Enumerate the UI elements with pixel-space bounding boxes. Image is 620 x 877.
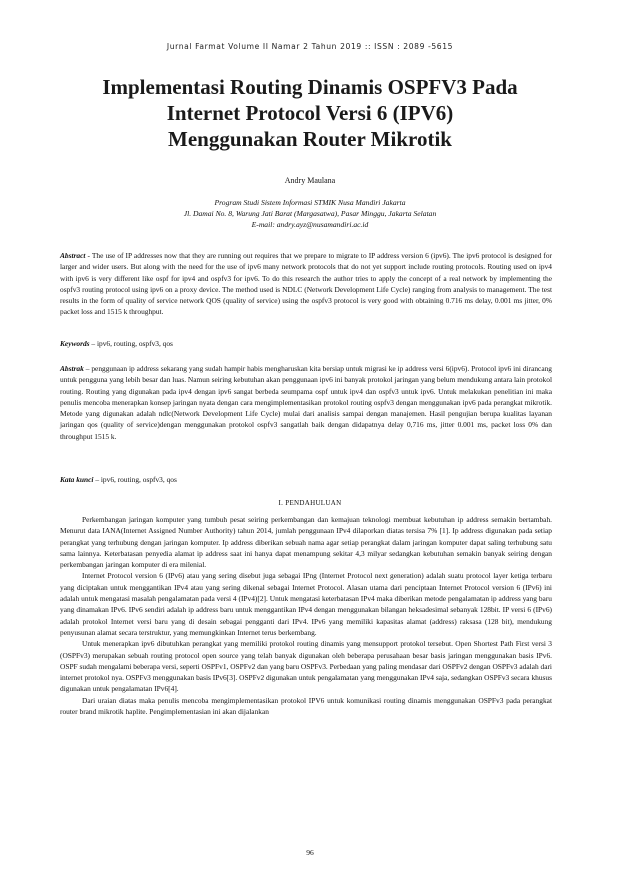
running-head: Jurnal Farmat Volume II Namar 2 Tahun 2019 :: ISSN : 2089 -5615 — [166, 42, 454, 51]
keywords-text: – ipv6, routing, ospfv3, qos — [89, 339, 173, 348]
section-heading-pendahuluan: I. PENDAHULUAN — [278, 499, 342, 507]
abstract-text: - The use of IP addresses now that they are running out requires that we prepare to migrate to IP address version 6 (ipv6). The ipv6 protocol is designed for larger and wider users. But along with the need for the use of ipv6 many network protocols that do not yet support include routing protocols. Routing used on ipv4 with ipv6 is very different like ospf for ipv4 and ospfv3 for ipv6. To do this research the author tries to apply the concept of a real network by implementing the ospfv3 routing protocol using ipv6 on a proxy device. The method used is NDLC (Network Development Life Cycle) ranging from analysis to management. The test results in the form of quality of service network QOS (quality of service) using the ospfv3 protocol is very good with obtaining 0.716 ms delay, 0.001 ms jitter, 0% packet loss and 1515 k throughput. — [60, 251, 552, 317]
keywords-indonesian — [60, 474, 552, 485]
author-email: E-mail: andry.ayz@nusamandiri.ac.id — [251, 220, 369, 229]
page-number: 96 — [306, 848, 314, 857]
affiliation-line-1: Program Studi Sistem Informasi STMIK Nusa Mandiri Jakarta — [214, 198, 406, 207]
title-line-2: Internet Protocol Versi 6 (IPV6) — [166, 101, 454, 125]
keywords-english — [60, 338, 552, 349]
kata-kunci-text: – ipv6, routing, ospfv3, qos — [93, 475, 177, 484]
abstract-english — [60, 250, 552, 318]
author-name: Andry Maulana — [284, 176, 336, 185]
abstract-label: Abstract — [60, 251, 86, 260]
abstrak-text: – penggunaan ip address sekarang yang sudah hampir habis mengharuskan kita bersiap untuk migrasi ke ip address versi 6(ipv6). Protocol ipv6 ini dirancang untuk pengguna yang lebih besar dan luas. Namun seiring kebutuhan akan penggunaan ipv6 ini banyak protokol jaringan yang belum mendukung antara lain protokol routing. Routing yang digunakan pada ipv4 dengan ipv6 sangat berbeda seumpama ospf untuk ipv4 dan ospfv3 untuk ipv6. Untuk melakukan penelitian ini maka penulis mencoba menerapkan konsep jaringan nyata dengan cara mengimplementasikan protokol routing ospfv3 dengan menggunakan ipv6 pada perangkat mikrotik. Metode yang digunakan adalah ndlc(Network Development Life Cycle) mulai dari analisis sampai dengan manajemen. Hasil pengujian berupa kualitas layanan jaringan qos (quality of service)dengan menggunakan protokol ospfv3 sangatlah baik dengan didapatnya delay 0,716 ms, jitter 0.001 ms, packet loss 0% dan throughput 1515 k. — [60, 364, 552, 441]
title-line-3: Menggunakan Router Mikrotik — [168, 127, 452, 151]
paper-title — [40, 74, 580, 152]
kata-kunci-label: Kata kunci — [60, 475, 94, 484]
keywords-label: Keywords — [60, 339, 90, 348]
intro-paragraph-2: Internet Protocol version 6 (IPv6) atau yang sering disebut juga sebagai IPng (Internet Protocol next generation) adalah suatu protocol layer ketiga terbaru yang diciptakan untuk menggantikan IPv4 atau yang sering dikenal sebagai Internet Protocol. Alasan utama dari penciptaan Internet Protocol version 6 (IPv6) ini adalah untuk mengatasi masalah pengalamatan pada versi 4 (IPv4)[2]. Untuk mengatasi keterbatasan IPv4 maka diberikan metode pengalamatan ip address yang baru yang dinamakan IPv6. IPv6 sendiri adalah ip address baru untuk menggantikan IPv4 dengan menggunakan bilangan heksadesimal sebanyak 128bit. IP versi 6 (IPv6) adalah protokol Internet versi baru yang di desain sebagai pengganti dari IPv4. IPv6 yang memiliki kapasitas alamat (address) raksasa (128 bit), mendukung penyusunan alamat secara terstruktur, yang memungkinkan Internet terus berkembang. — [60, 571, 552, 637]
author-affiliation — [0, 197, 620, 230]
affiliation-line-2: Jl. Damai No. 8, Warung Jati Barat (Margasatwa), Pasar Minggu, Jakarta Selatan — [183, 209, 437, 218]
abstract-indonesian — [60, 363, 552, 442]
intro-paragraph-3: Untuk menerapkan ipv6 dibutuhkan perangkat yang memiliki protokol routing dinamis yang mensupport protokol tersebut. Open Shortest Path First versi 3 (OSPFv3) merupakan sebuah routing protocol open source yang telah banyak digunakan oleh beberapa perusahaan besar basis jaringan menggunakan basis IPv6. OSPF sudah mengalami beberapa versi, seperti OSPFv1, OSPFv2 dan yang baru OSPFv3. Perbedaan yang paling mendasar dari OSPFv2 dengan OSPFv3 adalah dari internet protokol nya. OSPFv3 menggunakan basis IPv6[3]. OSPFv2 digunakan untuk pengalamatan yang menggunakan IPv4 saja, sedangkan OSPFv3 secara khusus digunakan untuk pengalamatan IPv6[4]. — [60, 639, 552, 694]
intro-paragraph-4: Dari uraian diatas maka penulis mencoba mengimplementasikan protokol IPV6 untuk komunikasi routing dinamis menggunakan OSPFv3 pada perangkat router brand mikrotik haplite. Pengimplementasian ini akan dijalankan — [60, 695, 552, 717]
abstrak-label: Abstrak — [60, 364, 84, 373]
title-line-1: Implementasi Routing Dinamis OSPFV3 Pada — [102, 75, 518, 99]
introduction-section — [60, 514, 552, 717]
intro-paragraph-1: Perkembangan jaringan komputer yang tumbuh pesat seiring perkembangan dan kemajuan teknologi membuat kebutuhan ip address semakin bertambah. Menurut data IANA(Internet Assigned Number Authority) tahun 2014, jumlah penggunaan IPv4 dilaporkan diatas tersisa 7% [1]. Ip address digunakan pada setiap perangkat yang terhubung dengan jaringan komputer. Ip address diberikan sebuah nama agar setiap perangkat dalam jaringan komputer dapat saling terhubung satu sama lainnya. Keterbatasan penyedia alamat ip address saat ini hanya dapat menampung sekitar 4,3 milyar sedangkan kebutuhan semakin banyak seiring dengan perkembangan jaringan komputer di era milenial. — [60, 515, 552, 570]
